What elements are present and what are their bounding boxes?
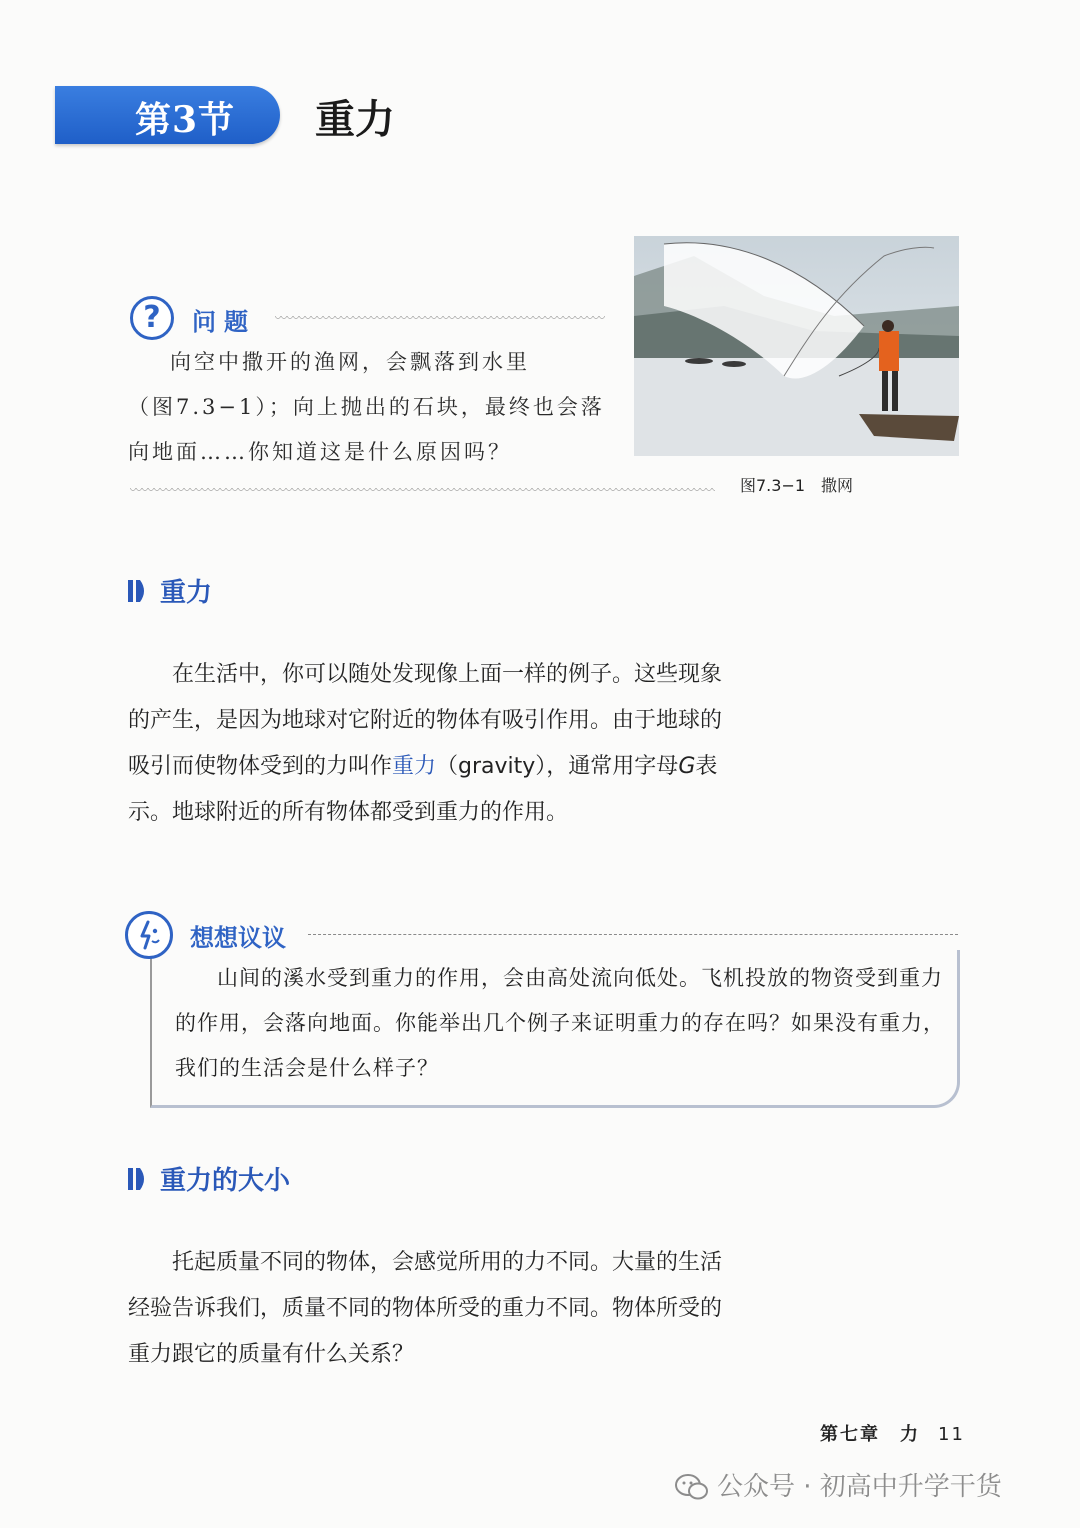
question-label: 问题 xyxy=(192,308,256,336)
page-footer xyxy=(820,1420,965,1446)
think-divider xyxy=(308,934,958,935)
question-line: 向地面……你知道这是什么原因吗？ xyxy=(128,440,512,464)
section-heading-text: 重力 xyxy=(160,578,213,608)
magnitude-text: 托起质量不同的物体，会感觉所用的力不同。大量的生活经验告诉我们，质量不同的物体所受的重力不同。物体所受的重力跟它的质量有什么关系？ xyxy=(128,1250,723,1367)
figure-caption: 图7.3−1 撒网 xyxy=(740,476,854,495)
wavy-divider-bottom xyxy=(130,488,715,494)
think-text xyxy=(175,956,945,1091)
gravity-text-3: 表示。地球附近的所有物体都受到重力的作用。 xyxy=(128,754,718,825)
watermark xyxy=(675,1466,1002,1503)
gravity-symbol: G xyxy=(678,754,696,779)
gravity-term: 重力 xyxy=(392,754,437,779)
magnitude-paragraph xyxy=(128,1240,728,1378)
think-paragraph: 山间的溪水受到重力的作用，会由高处流向低处。飞机投放的物资受到重力的作用，会落向地面。你能举出几个例子来证明重力的存在吗？如果没有重力，我们的生活会是什么样子？ xyxy=(175,966,945,1080)
question-line: （图7.3−1）；向上抛出的石块，最终也会落 xyxy=(128,395,605,419)
fishing-net-photo xyxy=(634,236,959,456)
heading-marker-icon xyxy=(128,1166,148,1192)
wavy-divider-top xyxy=(275,316,605,322)
question-line: 向空中撒开的渔网，会飘落到水里 xyxy=(170,350,530,374)
page-title: 重力 xyxy=(315,97,395,143)
section-number-tab xyxy=(55,86,280,144)
wechat-icon xyxy=(675,1473,709,1501)
think-label: 想想议议 xyxy=(190,924,286,952)
watermark-text: 公众号 · 初高中升学干货 xyxy=(717,1472,1002,1502)
question-text xyxy=(128,340,608,475)
heading-marker-icon xyxy=(128,578,148,604)
gravity-text-2: （gravity），通常用字母 xyxy=(436,754,679,779)
section-heading-magnitude xyxy=(128,1160,290,1197)
section-heading-text: 重力的大小 xyxy=(160,1166,291,1196)
section-heading-gravity xyxy=(128,572,212,609)
page-number: 11 xyxy=(938,1424,965,1445)
gravity-paragraph xyxy=(128,652,728,836)
gravity-text-1: 在生活中，你可以随处发现像上面一样的例子。这些现象的产生，是因为地球对它附近的物体有吸引作用。由于地球的吸引而使物体受到的力叫作 xyxy=(128,662,723,779)
question-mark-icon: ? xyxy=(130,296,174,340)
fishing-net-illustration xyxy=(634,236,959,456)
lightning-face-icon xyxy=(125,911,173,959)
section-number: 第3节 xyxy=(135,99,236,141)
chapter-label: 第七章 力 xyxy=(820,1424,920,1445)
